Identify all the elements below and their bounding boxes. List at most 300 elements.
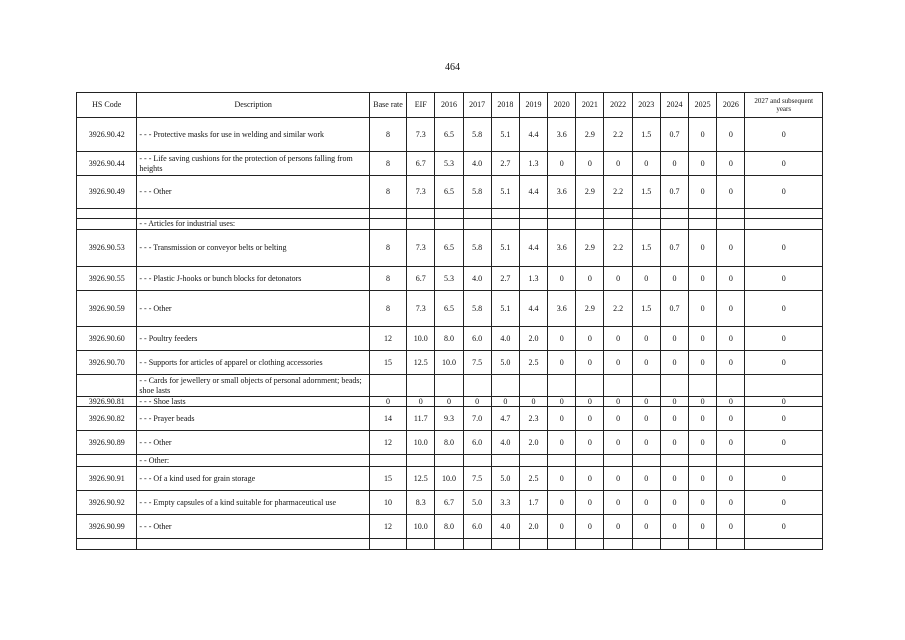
rate-cell <box>435 539 463 550</box>
rate-cell: 2.9 <box>576 230 604 267</box>
description-cell: - - - Other <box>137 515 370 539</box>
rate-cell <box>463 219 491 230</box>
rate-cell <box>576 219 604 230</box>
rate-cell: 0 <box>689 267 717 291</box>
rate-cell: 2.7 <box>491 267 519 291</box>
rate-cell <box>519 539 547 550</box>
rate-cell: 0 <box>632 327 660 351</box>
header-2022: 2022 <box>604 93 632 118</box>
rate-cell <box>604 209 632 219</box>
rate-cell: 12 <box>369 327 406 351</box>
rate-cell <box>745 375 823 397</box>
rate-cell: 0 <box>463 397 491 407</box>
rate-cell: 0 <box>604 267 632 291</box>
rate-cell: 0 <box>745 230 823 267</box>
rate-cell: 6.7 <box>407 152 435 176</box>
header-2027-and-subsequent: 2027 and subsequent years <box>745 93 823 118</box>
rate-cell: 0.7 <box>660 291 688 327</box>
table-row <box>77 467 823 491</box>
rate-cell: 0 <box>689 397 717 407</box>
rate-cell: 0 <box>660 152 688 176</box>
rate-cell: 0 <box>689 351 717 375</box>
rate-cell <box>463 375 491 397</box>
hs-code-cell: 3926.90.89 <box>77 431 137 455</box>
rate-cell: 0 <box>745 176 823 209</box>
rate-cell: 10.0 <box>407 327 435 351</box>
rate-cell: 8.0 <box>435 431 463 455</box>
rate-cell: 15 <box>369 467 406 491</box>
rate-cell <box>463 539 491 550</box>
header-2019: 2019 <box>519 93 547 118</box>
header-hs-code: HS Code <box>77 93 137 118</box>
rate-cell: 2.5 <box>519 351 547 375</box>
hs-code-cell <box>77 455 137 467</box>
rate-cell: 4.0 <box>491 431 519 455</box>
rate-cell: 0 <box>660 407 688 431</box>
rate-cell: 6.7 <box>407 267 435 291</box>
rate-cell <box>407 209 435 219</box>
rate-cell: 10.0 <box>407 431 435 455</box>
rate-cell <box>576 455 604 467</box>
header-2018: 2018 <box>491 93 519 118</box>
rate-cell: 10.0 <box>435 351 463 375</box>
table-row <box>77 539 823 550</box>
description-cell: - - - Other <box>137 176 370 209</box>
rate-cell: 0 <box>717 467 745 491</box>
rate-cell: 0 <box>689 515 717 539</box>
rate-cell <box>519 219 547 230</box>
rate-cell <box>369 209 406 219</box>
header-2016: 2016 <box>435 93 463 118</box>
rate-cell: 4.0 <box>491 515 519 539</box>
rate-cell <box>435 375 463 397</box>
description-cell: - - - Prayer beads <box>137 407 370 431</box>
rate-cell <box>632 455 660 467</box>
hs-code-cell: 3926.90.55 <box>77 267 137 291</box>
description-cell: - - - Of a kind used for grain storage <box>137 467 370 491</box>
rate-cell: 0 <box>689 431 717 455</box>
rate-cell: 0 <box>660 431 688 455</box>
rate-cell: 0 <box>491 397 519 407</box>
hs-code-cell <box>77 375 137 397</box>
rate-cell: 2.2 <box>604 291 632 327</box>
rate-cell: 6.0 <box>463 327 491 351</box>
rate-cell: 7.3 <box>407 291 435 327</box>
rate-cell: 0 <box>689 118 717 152</box>
rate-cell: 0 <box>604 431 632 455</box>
rate-cell: 0 <box>717 407 745 431</box>
table-row <box>77 397 823 407</box>
table-row <box>77 407 823 431</box>
rate-cell <box>548 455 576 467</box>
rate-cell: 4.0 <box>463 152 491 176</box>
rate-cell <box>717 209 745 219</box>
rate-cell: 0 <box>717 291 745 327</box>
rate-cell: 0 <box>689 327 717 351</box>
rate-cell: 0 <box>435 397 463 407</box>
rate-cell: 8.0 <box>435 327 463 351</box>
rate-cell <box>717 219 745 230</box>
rate-cell: 7.5 <box>463 467 491 491</box>
rate-cell: 0 <box>576 152 604 176</box>
hs-code-cell: 3926.90.53 <box>77 230 137 267</box>
rate-cell: 0 <box>745 397 823 407</box>
rate-cell: 0 <box>689 176 717 209</box>
rate-cell <box>491 375 519 397</box>
rate-cell: 4.0 <box>463 267 491 291</box>
rate-cell <box>435 209 463 219</box>
rate-cell: 1.5 <box>632 230 660 267</box>
rate-cell: 5.8 <box>463 176 491 209</box>
rate-cell <box>491 455 519 467</box>
rate-cell: 0 <box>745 267 823 291</box>
rate-cell: 12 <box>369 515 406 539</box>
table-row <box>77 455 823 467</box>
description-cell: - - - Protective masks for use in welding and similar work <box>137 118 370 152</box>
description-cell: - - Supports for articles of apparel or clothing accessories <box>137 351 370 375</box>
hs-code-cell: 3926.90.99 <box>77 515 137 539</box>
rate-cell <box>463 209 491 219</box>
rate-cell: 0 <box>660 267 688 291</box>
rate-cell <box>435 455 463 467</box>
rate-cell: 0 <box>632 351 660 375</box>
rate-cell: 0 <box>745 291 823 327</box>
rate-cell: 0 <box>604 407 632 431</box>
rate-cell: 12.5 <box>407 467 435 491</box>
rate-cell: 0 <box>369 397 406 407</box>
rate-cell <box>689 219 717 230</box>
table-row <box>77 327 823 351</box>
rate-cell <box>660 455 688 467</box>
rate-cell: 0 <box>660 515 688 539</box>
rate-cell: 0 <box>717 152 745 176</box>
description-cell: - - - Plastic J-hooks or bunch blocks for detonators <box>137 267 370 291</box>
rate-cell <box>717 375 745 397</box>
rate-cell: 0 <box>576 431 604 455</box>
rate-cell: 0 <box>576 267 604 291</box>
rate-cell: 0 <box>576 491 604 515</box>
rate-cell: 0 <box>604 152 632 176</box>
table-row <box>77 230 823 267</box>
description-cell: - - - Empty capsules of a kind suitable for pharmaceutical use <box>137 491 370 515</box>
rate-cell <box>519 375 547 397</box>
rate-cell: 0 <box>548 467 576 491</box>
tariff-schedule-table <box>76 92 823 550</box>
rate-cell: 9.3 <box>435 407 463 431</box>
rate-cell: 3.3 <box>491 491 519 515</box>
header-description: Description <box>137 93 370 118</box>
description-cell: - - - Other <box>137 431 370 455</box>
rate-cell: 3.6 <box>548 230 576 267</box>
rate-cell: 2.9 <box>576 176 604 209</box>
hs-code-cell: 3926.90.44 <box>77 152 137 176</box>
rate-cell: 6.5 <box>435 176 463 209</box>
rate-cell <box>717 539 745 550</box>
header-2020: 2020 <box>548 93 576 118</box>
hs-code-cell <box>77 209 137 219</box>
rate-cell: 0 <box>548 327 576 351</box>
table-header-row <box>77 93 823 118</box>
rate-cell: 6.0 <box>463 515 491 539</box>
rate-cell: 5.0 <box>463 491 491 515</box>
header-2021: 2021 <box>576 93 604 118</box>
rate-cell <box>632 219 660 230</box>
rate-cell: 8 <box>369 291 406 327</box>
rate-cell: 0 <box>632 152 660 176</box>
rate-cell <box>660 375 688 397</box>
rate-cell: 4.7 <box>491 407 519 431</box>
rate-cell: 0 <box>660 351 688 375</box>
rate-cell: 0 <box>717 515 745 539</box>
rate-cell: 0 <box>660 327 688 351</box>
rate-cell: 1.7 <box>519 491 547 515</box>
hs-code-cell: 3926.90.59 <box>77 291 137 327</box>
rate-cell: 0 <box>717 431 745 455</box>
rate-cell: 1.5 <box>632 291 660 327</box>
rate-cell: 2.3 <box>519 407 547 431</box>
rate-cell: 0 <box>717 327 745 351</box>
rate-cell: 11.7 <box>407 407 435 431</box>
hs-code-cell: 3926.90.91 <box>77 467 137 491</box>
rate-cell: 10 <box>369 491 406 515</box>
rate-cell <box>548 375 576 397</box>
rate-cell: 0 <box>604 327 632 351</box>
rate-cell: 0 <box>745 152 823 176</box>
rate-cell <box>548 209 576 219</box>
hs-code-cell: 3926.90.81 <box>77 397 137 407</box>
hs-code-cell <box>77 219 137 230</box>
rate-cell: 0 <box>604 397 632 407</box>
rate-cell: 2.0 <box>519 515 547 539</box>
rate-cell: 2.9 <box>576 291 604 327</box>
rate-cell: 6.7 <box>435 491 463 515</box>
rate-cell: 8.0 <box>435 515 463 539</box>
rate-cell: 0 <box>576 515 604 539</box>
rate-cell: 2.5 <box>519 467 547 491</box>
header-eif: EIF <box>407 93 435 118</box>
rate-cell: 0 <box>604 351 632 375</box>
rate-cell: 0 <box>407 397 435 407</box>
rate-cell <box>463 455 491 467</box>
rate-cell <box>632 539 660 550</box>
description-cell <box>137 539 370 550</box>
rate-cell: 4.4 <box>519 230 547 267</box>
rate-cell: 1.3 <box>519 267 547 291</box>
rate-cell <box>604 375 632 397</box>
description-cell: - - - Transmission or conveyor belts or belting <box>137 230 370 267</box>
rate-cell <box>689 455 717 467</box>
hs-code-cell: 3926.90.60 <box>77 327 137 351</box>
rate-cell: 2.2 <box>604 118 632 152</box>
rate-cell: 0 <box>632 467 660 491</box>
rate-cell: 3.6 <box>548 118 576 152</box>
rate-cell <box>435 219 463 230</box>
description-cell: - - Articles for industrial uses: <box>137 219 370 230</box>
rate-cell <box>717 455 745 467</box>
rate-cell <box>745 209 823 219</box>
rate-cell: 0 <box>717 118 745 152</box>
rate-cell <box>689 209 717 219</box>
table-row <box>77 291 823 327</box>
rate-cell: 0 <box>548 431 576 455</box>
rate-cell: 3.6 <box>548 176 576 209</box>
page-number: 464 <box>445 62 460 73</box>
rate-cell: 0 <box>717 351 745 375</box>
rate-cell: 1.5 <box>632 118 660 152</box>
rate-cell <box>660 539 688 550</box>
rate-cell: 5.0 <box>491 467 519 491</box>
rate-cell: 0 <box>689 491 717 515</box>
rate-cell: 0 <box>745 118 823 152</box>
hs-code-cell <box>77 539 137 550</box>
rate-cell: 15 <box>369 351 406 375</box>
rate-cell: 5.3 <box>435 152 463 176</box>
rate-cell: 5.1 <box>491 230 519 267</box>
rate-cell: 1.5 <box>632 176 660 209</box>
rate-cell: 10.0 <box>435 467 463 491</box>
table-row <box>77 219 823 230</box>
rate-cell: 0 <box>689 291 717 327</box>
rate-cell: 2.0 <box>519 327 547 351</box>
rate-cell: 0 <box>745 407 823 431</box>
rate-cell: 0 <box>632 515 660 539</box>
rate-cell: 0.7 <box>660 118 688 152</box>
rate-cell <box>548 539 576 550</box>
rate-cell: 0 <box>632 491 660 515</box>
rate-cell: 2.0 <box>519 431 547 455</box>
rate-cell: 0 <box>576 327 604 351</box>
rate-cell: 4.4 <box>519 118 547 152</box>
rate-cell: 0 <box>548 267 576 291</box>
header-2025: 2025 <box>689 93 717 118</box>
rate-cell: 0 <box>576 407 604 431</box>
table-row <box>77 515 823 539</box>
header-2017: 2017 <box>463 93 491 118</box>
description-cell: - - Poultry feeders <box>137 327 370 351</box>
header-2024: 2024 <box>660 93 688 118</box>
table-row <box>77 351 823 375</box>
rate-cell: 0 <box>604 515 632 539</box>
rate-cell: 0 <box>548 407 576 431</box>
rate-cell: 0 <box>632 431 660 455</box>
description-cell: - - - Other <box>137 291 370 327</box>
rate-cell: 0 <box>548 351 576 375</box>
table-row <box>77 152 823 176</box>
rate-cell <box>369 539 406 550</box>
rate-cell: 2.2 <box>604 176 632 209</box>
rate-cell <box>632 209 660 219</box>
rate-cell: 5.3 <box>435 267 463 291</box>
rate-cell: 0 <box>689 152 717 176</box>
rate-cell <box>519 209 547 219</box>
rate-cell: 8 <box>369 267 406 291</box>
rate-cell: 0 <box>632 397 660 407</box>
rate-cell: 0 <box>717 397 745 407</box>
hs-code-cell: 3926.90.49 <box>77 176 137 209</box>
rate-cell <box>369 455 406 467</box>
rate-cell <box>660 219 688 230</box>
rate-cell: 0 <box>548 491 576 515</box>
rate-cell: 0 <box>745 515 823 539</box>
rate-cell: 2.7 <box>491 152 519 176</box>
rate-cell: 6.5 <box>435 291 463 327</box>
rate-cell: 8 <box>369 152 406 176</box>
table-row <box>77 431 823 455</box>
table-row <box>77 267 823 291</box>
rate-cell <box>604 455 632 467</box>
rate-cell: 0 <box>717 267 745 291</box>
table-body <box>77 118 823 550</box>
description-cell <box>137 209 370 219</box>
rate-cell: 1.3 <box>519 152 547 176</box>
rate-cell <box>632 375 660 397</box>
rate-cell: 0 <box>660 491 688 515</box>
hs-code-cell: 3926.90.42 <box>77 118 137 152</box>
rate-cell: 0 <box>604 491 632 515</box>
rate-cell: 8 <box>369 118 406 152</box>
rate-cell: 0.7 <box>660 230 688 267</box>
rate-cell: 2.2 <box>604 230 632 267</box>
rate-cell: 6.5 <box>435 230 463 267</box>
rate-cell: 7.0 <box>463 407 491 431</box>
rate-cell <box>604 219 632 230</box>
rate-cell <box>548 219 576 230</box>
rate-cell <box>407 219 435 230</box>
rate-cell: 4.4 <box>519 291 547 327</box>
rate-cell: 0 <box>745 327 823 351</box>
rate-cell <box>689 539 717 550</box>
rate-cell: 0 <box>604 467 632 491</box>
rate-cell: 12 <box>369 431 406 455</box>
rate-cell: 5.8 <box>463 291 491 327</box>
rate-cell <box>576 209 604 219</box>
rate-cell <box>689 375 717 397</box>
rate-cell: 0 <box>548 397 576 407</box>
header-base-rate: Base rate <box>369 93 406 118</box>
rate-cell <box>407 375 435 397</box>
rate-cell <box>407 455 435 467</box>
hs-code-cell: 3926.90.82 <box>77 407 137 431</box>
table-row <box>77 118 823 152</box>
rate-cell <box>407 539 435 550</box>
rate-cell: 0 <box>576 351 604 375</box>
rate-cell: 12.5 <box>407 351 435 375</box>
rate-cell: 8 <box>369 176 406 209</box>
rate-cell <box>369 219 406 230</box>
rate-cell: 0 <box>689 467 717 491</box>
rate-cell: 0 <box>632 267 660 291</box>
rate-cell: 8 <box>369 230 406 267</box>
rate-cell: 4.4 <box>519 176 547 209</box>
rate-cell: 0 <box>548 515 576 539</box>
rate-cell: 0 <box>576 467 604 491</box>
rate-cell: 6.0 <box>463 431 491 455</box>
rate-cell: 2.9 <box>576 118 604 152</box>
table-row <box>77 375 823 397</box>
rate-cell: 6.5 <box>435 118 463 152</box>
rate-cell <box>491 209 519 219</box>
rate-cell <box>745 455 823 467</box>
rate-cell <box>576 375 604 397</box>
rate-cell: 0 <box>660 467 688 491</box>
rate-cell: 0 <box>745 491 823 515</box>
rate-cell: 0 <box>745 351 823 375</box>
rate-cell: 5.8 <box>463 230 491 267</box>
rate-cell: 0 <box>745 467 823 491</box>
rate-cell: 7.3 <box>407 118 435 152</box>
rate-cell <box>660 209 688 219</box>
rate-cell: 5.1 <box>491 118 519 152</box>
